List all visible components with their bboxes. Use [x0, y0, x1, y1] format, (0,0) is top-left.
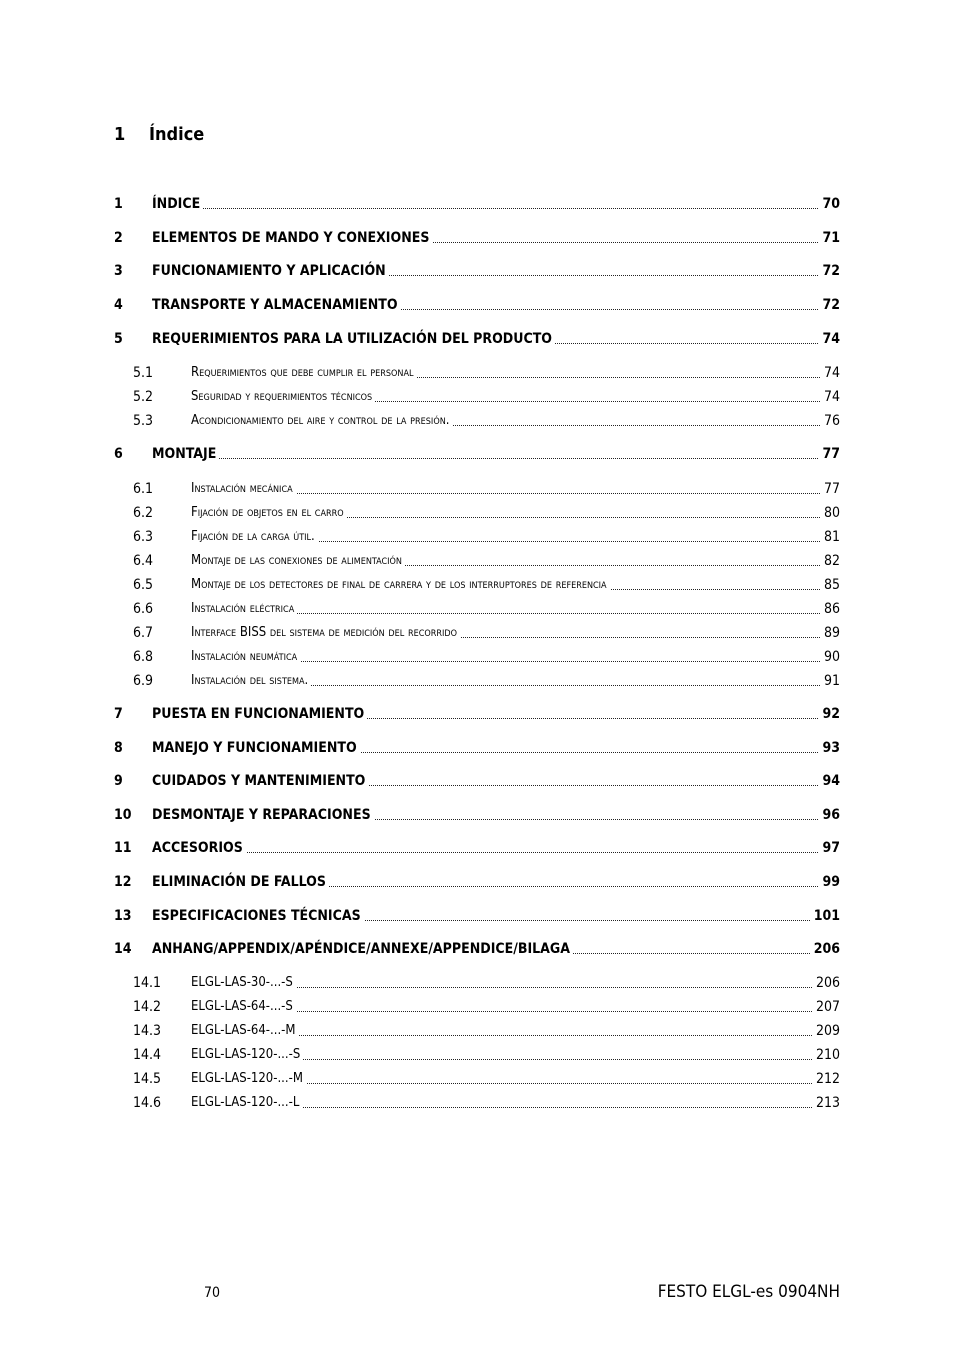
- toc-entry-title: Montaje de los detectores de final de carrera y de los interruptores de referencia: [191, 575, 610, 595]
- toc-entry-page: 70: [819, 194, 840, 214]
- toc-entry-page: 97: [819, 838, 840, 858]
- toc-entry-page: 85: [821, 575, 840, 595]
- toc-entry-page: 89: [821, 623, 840, 643]
- toc-entry-number: 14.4: [133, 1047, 162, 1063]
- footer-page-number: 70: [204, 1285, 221, 1301]
- toc-entry-page: 101: [811, 906, 840, 926]
- toc-entry-number: 5.3: [133, 413, 154, 429]
- toc-entry[interactable]: [0, 295, 954, 315]
- toc-entry-number: 6.1: [133, 481, 154, 497]
- toc-entry[interactable]: [0, 872, 954, 892]
- toc-entry[interactable]: [0, 411, 954, 431]
- heading-number: 1: [114, 124, 126, 145]
- toc-entry-page: 206: [811, 939, 840, 959]
- toc-entry-number: 6.7: [133, 625, 154, 641]
- toc-entry-title: ESPECIFICACIONES TÉCNICAS: [152, 906, 364, 926]
- toc-entry[interactable]: [0, 527, 954, 547]
- toc-entry-title: TRANSPORTE Y ALMACENAMIENTO: [152, 295, 401, 315]
- toc-entry-page: 210: [813, 1045, 840, 1065]
- toc-entry-number: 6: [114, 446, 123, 462]
- toc-entry-number: 13: [114, 908, 132, 924]
- toc-entry-title: Fijación de la carga útil.: [191, 527, 318, 547]
- toc-entry-number: 6.4: [133, 553, 154, 569]
- toc-entry-number: 11: [114, 840, 132, 856]
- toc-entry-title: Instalación eléctrica: [191, 599, 297, 619]
- toc-entry-page: 213: [813, 1093, 840, 1113]
- toc-entry[interactable]: [0, 599, 954, 619]
- toc-entry-number: 6.6: [133, 601, 154, 617]
- toc-entry[interactable]: [0, 387, 954, 407]
- toc-entry[interactable]: [0, 1045, 954, 1065]
- toc-entry[interactable]: [0, 363, 954, 383]
- toc-entry-title: Interface BISS del sistema de medición del recorrido: [191, 623, 460, 643]
- toc-entry-title: ELGL-LAS-64-...-M: [191, 1021, 298, 1041]
- toc-entry[interactable]: [0, 575, 954, 595]
- toc-entry-title: PUESTA EN FUNCIONAMIENTO: [152, 704, 367, 724]
- toc-entry-title: ACCESORIOS: [152, 838, 246, 858]
- toc-entry-number: 3: [114, 263, 123, 279]
- toc-entry[interactable]: [0, 704, 954, 724]
- toc-entry-page: 99: [819, 872, 840, 892]
- toc-entry-title: DESMONTAJE Y REPARACIONES: [152, 805, 374, 825]
- toc-entry-title: CUIDADOS Y MANTENIMIENTO: [152, 771, 368, 791]
- toc-entry-title: ELGL-LAS-30-...-S: [191, 973, 296, 993]
- toc-entry-page: 71: [819, 228, 840, 248]
- toc-entry-page: 74: [821, 387, 840, 407]
- toc-entry-number: 1: [114, 196, 123, 212]
- toc-entry-title: MONTAJE: [152, 444, 219, 464]
- toc-entry-page: 81: [821, 527, 840, 547]
- toc-entry-page: 91: [821, 671, 840, 691]
- toc-entry[interactable]: [0, 261, 954, 281]
- toc-entry-title: ELEMENTOS DE MANDO Y CONEXIONES: [152, 228, 432, 248]
- toc-entry[interactable]: [0, 906, 954, 926]
- toc-entry[interactable]: [0, 444, 954, 464]
- toc-entry-page: 82: [821, 551, 840, 571]
- toc-entry-title: ÍNDICE: [152, 194, 203, 214]
- toc-entry-title: FUNCIONAMIENTO Y APLICACIÓN: [152, 261, 389, 281]
- toc-entry-number: 10: [114, 807, 132, 823]
- toc-entry-number: 14.3: [133, 1023, 162, 1039]
- toc-entry-number: 12: [114, 874, 132, 890]
- toc-entry-page: 207: [813, 997, 840, 1017]
- toc-entry[interactable]: [0, 973, 954, 993]
- toc-entry[interactable]: [0, 738, 954, 758]
- toc-entry-page: 94: [819, 771, 840, 791]
- toc-entry-title: Instalación mecánica: [191, 479, 296, 499]
- toc-entry-title: Instalación neumática: [191, 647, 300, 667]
- toc-entry[interactable]: [0, 194, 954, 214]
- toc-entry-title: ELIMINACIÓN DE FALLOS: [152, 872, 329, 892]
- toc-entry-page: 206: [813, 973, 840, 993]
- toc-entry-title: MANEJO Y FUNCIONAMIENTO: [152, 738, 360, 758]
- toc-entry-number: 14.6: [133, 1095, 162, 1111]
- toc-entry-number: 6.2: [133, 505, 154, 521]
- toc-entry-number: 14: [114, 941, 132, 957]
- toc-entry-number: 5.1: [133, 365, 154, 381]
- toc-entry-number: 6.8: [133, 649, 154, 665]
- toc-entry-title: ELGL-LAS-120-...-S: [191, 1045, 303, 1065]
- toc-entry[interactable]: [0, 329, 954, 349]
- toc-entry[interactable]: [0, 1069, 954, 1089]
- toc-entry[interactable]: [0, 647, 954, 667]
- toc-entry-title: ELGL-LAS-64-...-S: [191, 997, 296, 1017]
- toc-entry[interactable]: [0, 997, 954, 1017]
- toc-entry-page: 92: [819, 704, 840, 724]
- toc-entry[interactable]: [0, 1021, 954, 1041]
- toc-entry-page: 96: [819, 805, 840, 825]
- toc-entry-title: Instalación del sistema.: [191, 671, 311, 691]
- toc-entry-number: 7: [114, 706, 123, 722]
- toc-entry-page: 77: [819, 444, 840, 464]
- toc-entry[interactable]: [0, 1093, 954, 1113]
- toc-entry-title: Requerimientos que debe cumplir el personal: [191, 363, 417, 383]
- toc-entry-page: 86: [821, 599, 840, 619]
- toc-entry-page: 80: [821, 503, 840, 523]
- toc-entry-title: ELGL-LAS-120-...-L: [191, 1093, 302, 1113]
- toc-entry-number: 5: [114, 331, 123, 347]
- heading-title: Índice: [149, 124, 205, 145]
- toc-entry-page: 74: [819, 329, 840, 349]
- toc-entry-title: Fijación de objetos en el carro: [191, 503, 347, 523]
- toc-dot-leader: [160, 852, 834, 853]
- toc-entry[interactable]: [0, 503, 954, 523]
- toc-dot-leader: [160, 458, 834, 459]
- toc-entry[interactable]: [0, 623, 954, 643]
- footer-document-id: FESTO ELGL-es 0904NH: [657, 1282, 840, 1302]
- toc-entry[interactable]: [0, 771, 954, 791]
- toc-entry-number: 9: [114, 773, 123, 789]
- toc-entry-number: 5.2: [133, 389, 154, 405]
- toc-entry[interactable]: [0, 551, 954, 571]
- toc-entry-number: 14.1: [133, 975, 162, 991]
- toc-entry-title: Montaje de las conexiones de alimentación: [191, 551, 405, 571]
- toc-entry[interactable]: [0, 228, 954, 248]
- toc-entry-page: 93: [819, 738, 840, 758]
- toc-entry[interactable]: [0, 805, 954, 825]
- toc-dot-leader: [160, 208, 834, 209]
- toc-entry-page: 77: [821, 479, 840, 499]
- toc-entry-page: 90: [821, 647, 840, 667]
- toc-entry-title: Acondicionamiento del aire y control de la presión.: [191, 411, 452, 431]
- toc-entry[interactable]: [0, 838, 954, 858]
- toc-entry-title: ELGL-LAS-120-...-M: [191, 1069, 306, 1089]
- toc-entry-number: 2: [114, 230, 123, 246]
- toc-entry-number: 4: [114, 297, 123, 313]
- toc-entry-page: 76: [821, 411, 840, 431]
- toc-entry[interactable]: [0, 939, 954, 959]
- toc-entry-number: 8: [114, 740, 123, 756]
- toc-entry-number: 14.5: [133, 1071, 162, 1087]
- toc-entry-title: ANHANG/APPENDIX/APÉNDICE/ANNEXE/APPENDICE/BILAGA: [152, 939, 573, 959]
- toc-entry[interactable]: [0, 671, 954, 691]
- toc-entry-title: REQUERIMIENTOS PARA LA UTILIZACIÓN DEL PRODUCTO: [152, 329, 555, 349]
- toc-entry-number: 6.5: [133, 577, 154, 593]
- toc-entry-page: 74: [821, 363, 840, 383]
- toc-entry-page: 72: [819, 295, 840, 315]
- toc-entry-page: 209: [813, 1021, 840, 1041]
- toc-entry[interactable]: [0, 479, 954, 499]
- toc-entry-title: Seguridad y requerimientos técnicos: [191, 387, 375, 407]
- toc-entry-number: 6.3: [133, 529, 154, 545]
- toc-entry-page: 212: [813, 1069, 840, 1089]
- toc-entry-number: 6.9: [133, 673, 154, 689]
- toc-entry-page: 72: [819, 261, 840, 281]
- toc-entry-number: 14.2: [133, 999, 162, 1015]
